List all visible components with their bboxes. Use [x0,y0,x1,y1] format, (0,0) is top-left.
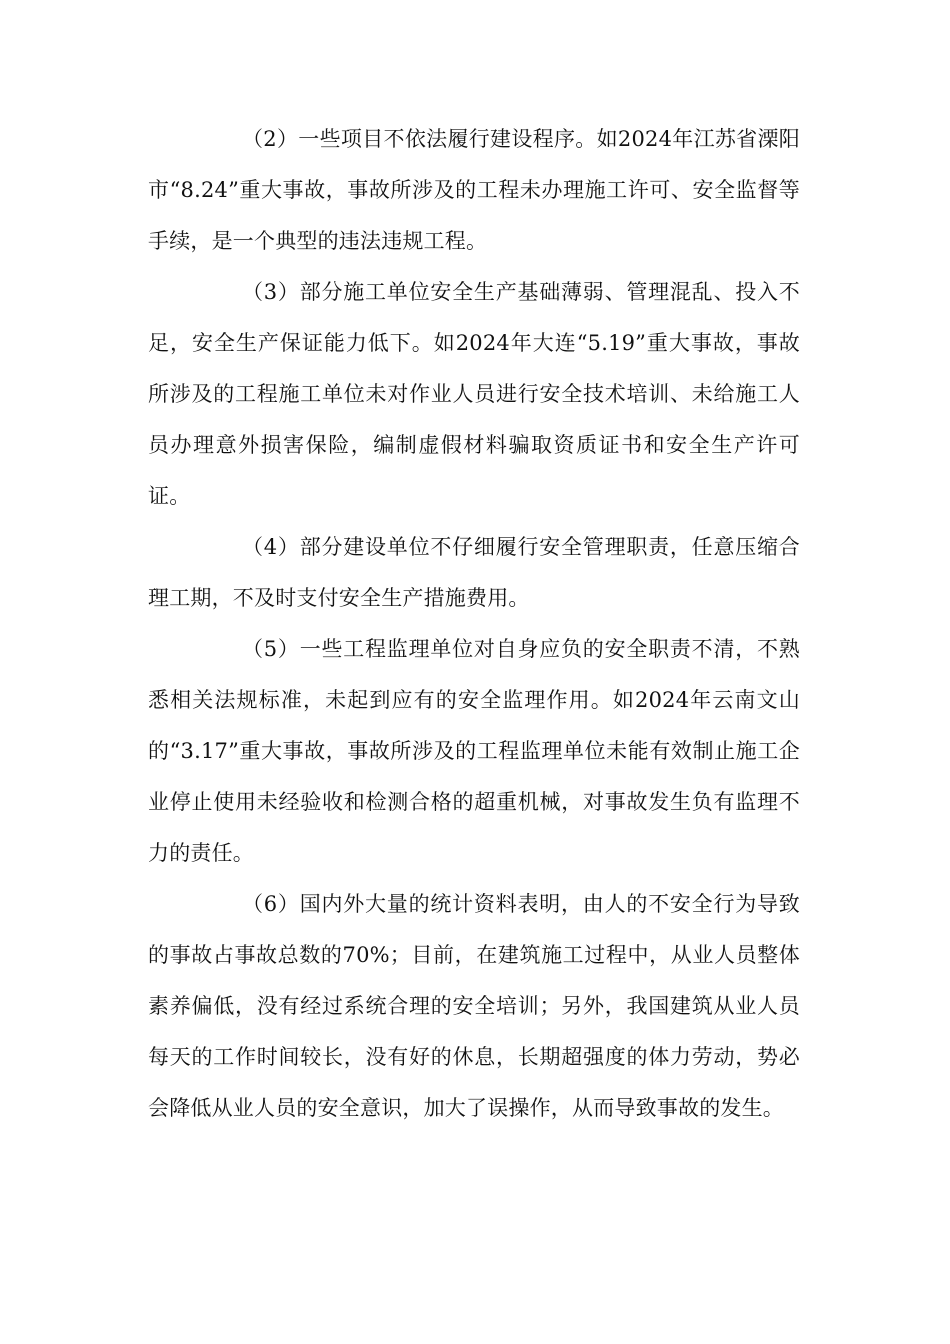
document-body [148,114,800,1134]
paragraph-3: （3）部分施工单位安全生产基础薄弱、管理混乱、投入不足，安全生产保证能力低下。如2024年大连“5.19”重大事故，事故所涉及的工程施工单位未对作业人员进行安全技术培训、未给施工人员办理意外损害保险，编制虚假材料骗取资质证书和安全生产许可证。 [148,280,800,508]
paragraph-6: （6）国内外大量的统计资料表明，由人的不安全行为导致的事故占事故总数的70%；目前，在建筑施工过程中，从业人员整体素养偏低，没有经过系统合理的安全培训；另外，我国建筑从业人员每天的工作时间较长，没有好的休息，长期超强度的体力劳动，势必会降低从业人员的安全意识，加大了误操作，从而导致事故的发生。 [148,892,800,1120]
paragraph-4: （4）部分建设单位不仔细履行安全管理职责，任意压缩合理工期，不及时支付安全生产措施费用。 [148,535,800,610]
paragraph-5: （5）一些工程监理单位对自身应负的安全职责不清，不熟悉相关法规标准，未起到应有的安全监理作用。如2024年云南文山的“3.17”重大事故，事故所涉及的工程监理单位未能有效制止施工企业停止使用未经验收和检测合格的超重机械，对事故发生负有监理不力的责任。 [148,637,800,865]
paragraph-2: （2）一些项目不依法履行建设程序。如2024年江苏省溧阳市“8.24”重大事故，事故所涉及的工程未办理施工许可、安全监督等手续，是一个典型的违法违规工程。 [148,127,800,253]
